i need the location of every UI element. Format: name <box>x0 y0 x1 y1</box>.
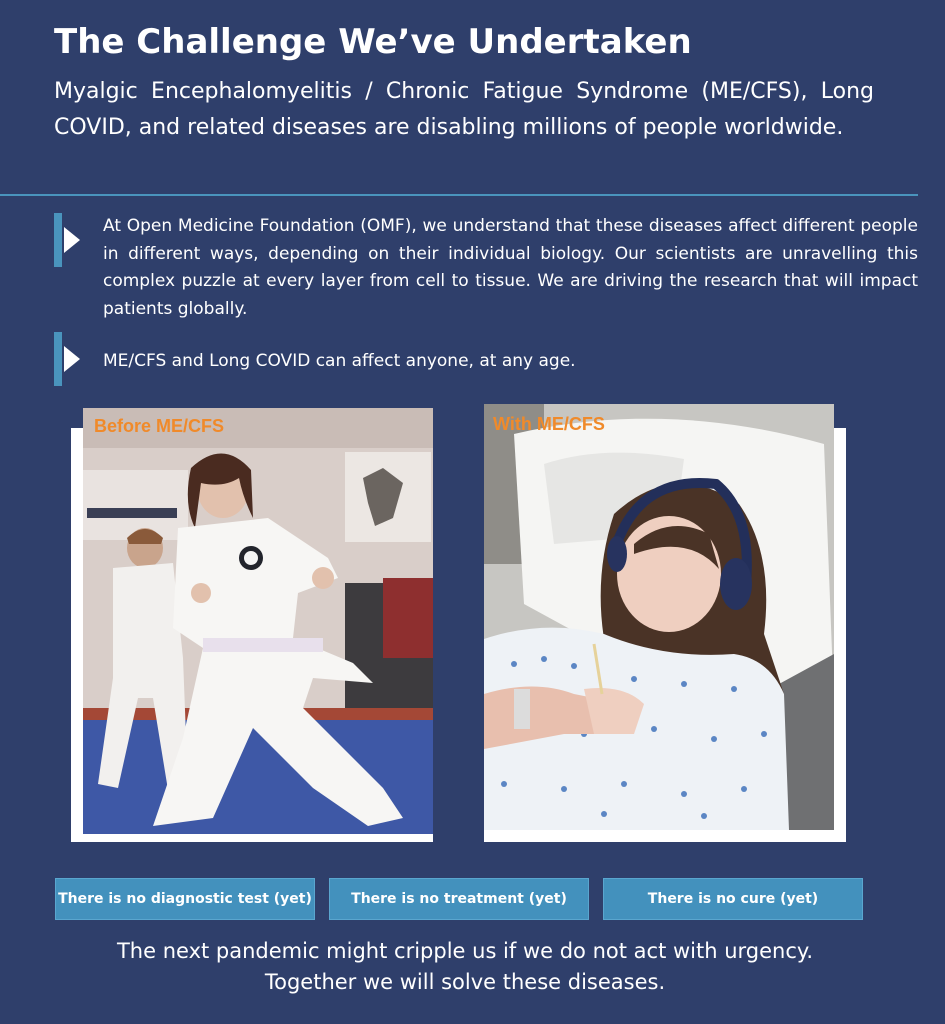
chevron-right-icon <box>54 332 80 386</box>
intro-paragraph: Myalgic Encephalomyelitis / Chronic Fatigue Syndrome (ME/CFS), Long COVID, and related diseases are disabling millions of people worldwide. <box>54 79 874 140</box>
chevron-right-icon <box>54 213 80 267</box>
closing-statement <box>0 936 930 998</box>
closing-line-1: The next pandemic might cripple us if we do not act with urgency. <box>116 939 813 963</box>
photo-caption-with: With ME/CFS <box>493 414 605 434</box>
bullet-item-omf <box>54 213 918 325</box>
bullet-item-anyone <box>54 332 874 386</box>
hospital-photo-illustration <box>484 404 834 830</box>
bullet-text: ME/CFS and Long COVID can affect anyone, at any age. <box>103 351 576 371</box>
photo-with-me-cfs <box>484 404 834 830</box>
fact-badge-no-cure[interactable]: There is no cure (yet) <box>603 878 863 920</box>
karate-photo-illustration <box>83 408 433 834</box>
page-title: The Challenge We’ve Undertaken <box>54 22 692 62</box>
photo-caption-before: Before ME/CFS <box>94 416 225 436</box>
fact-badge-no-diagnostic-test[interactable]: There is no diagnostic test (yet) <box>55 878 315 920</box>
fact-badge-no-treatment[interactable]: There is no treatment (yet) <box>329 878 589 920</box>
closing-line-2: Together we will solve these diseases. <box>264 970 666 994</box>
bullet-text: At Open Medicine Foundation (OMF), we understand that these diseases affect different people in different ways, depending on their individual biology. Our scientists are unravelling this complex puzzle at every layer from cell to tissue. We are driving the research that will impact patients globally. <box>103 216 918 319</box>
section-divider <box>0 194 918 196</box>
photo-before-me-cfs <box>83 408 433 834</box>
